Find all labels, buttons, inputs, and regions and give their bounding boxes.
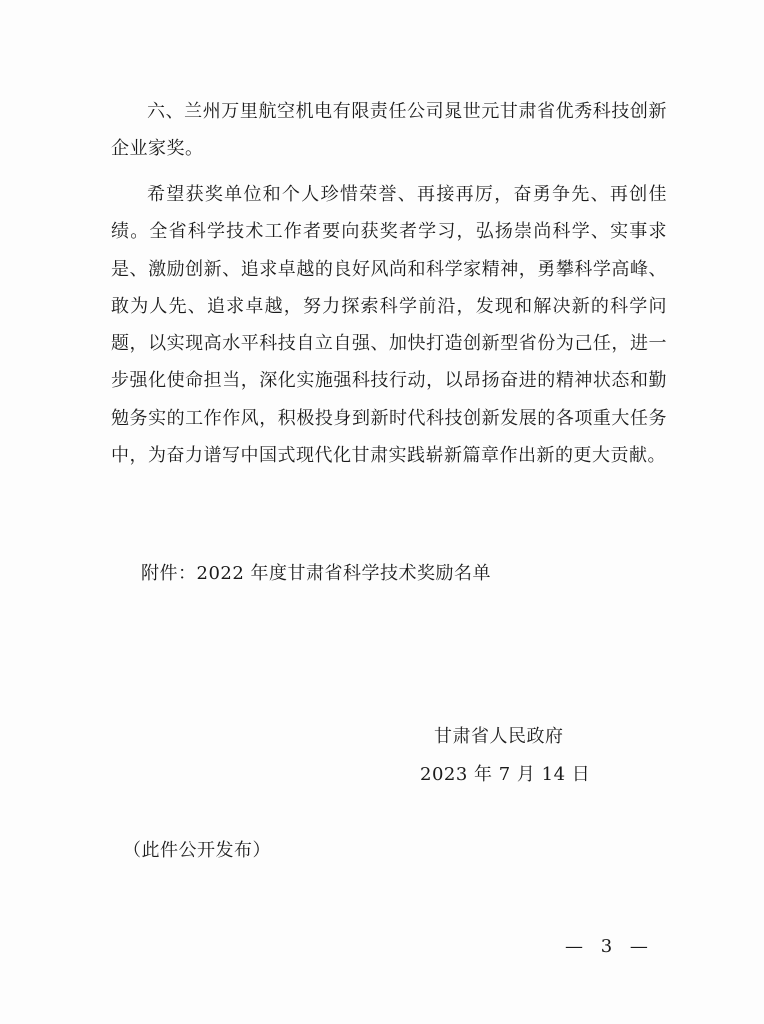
paragraph-award-item: 六、兰州万里航空机电有限责任公司晁世元甘肃省优秀科技创新企业家奖。 [111, 101, 667, 160]
page-number: — 3 — [565, 936, 654, 957]
signature-organization: 甘肃省人民政府 [434, 726, 564, 747]
signature-date: 2023 年 7 月 14 日 [420, 764, 591, 785]
attachment-line: 附件：2022 年度甘肃省科学技术奖励名单 [141, 563, 492, 584]
publication-notice: （此件公开发布） [123, 840, 271, 861]
paragraph-encouragement: 希望获奖单位和个人珍惜荣誉、再接再厉，奋勇争先、再创佳绩。全省科学技术工作者要向获奖者学习，弘扬崇尚科学、实事求是、激励创新、追求卓越的良好风尚和科学家精神，勇攀科学高峰、敢为人先、追求卓越，努力探索科学前沿，发现和解决新的科学问题，以实现高水平科技自立自强、加快打造创新型省份为己任，进一步强化使命担当，深化实施强科技行动，以昂扬奋进的精神状态和勤勉务实的工作作风，积极投身到新时代科技创新发展的各项重大任务中，为奋力谱写中国式现代化甘肃实践崭新篇章作出新的更大贡献。 [111, 184, 667, 467]
signature-block [420, 718, 610, 794]
